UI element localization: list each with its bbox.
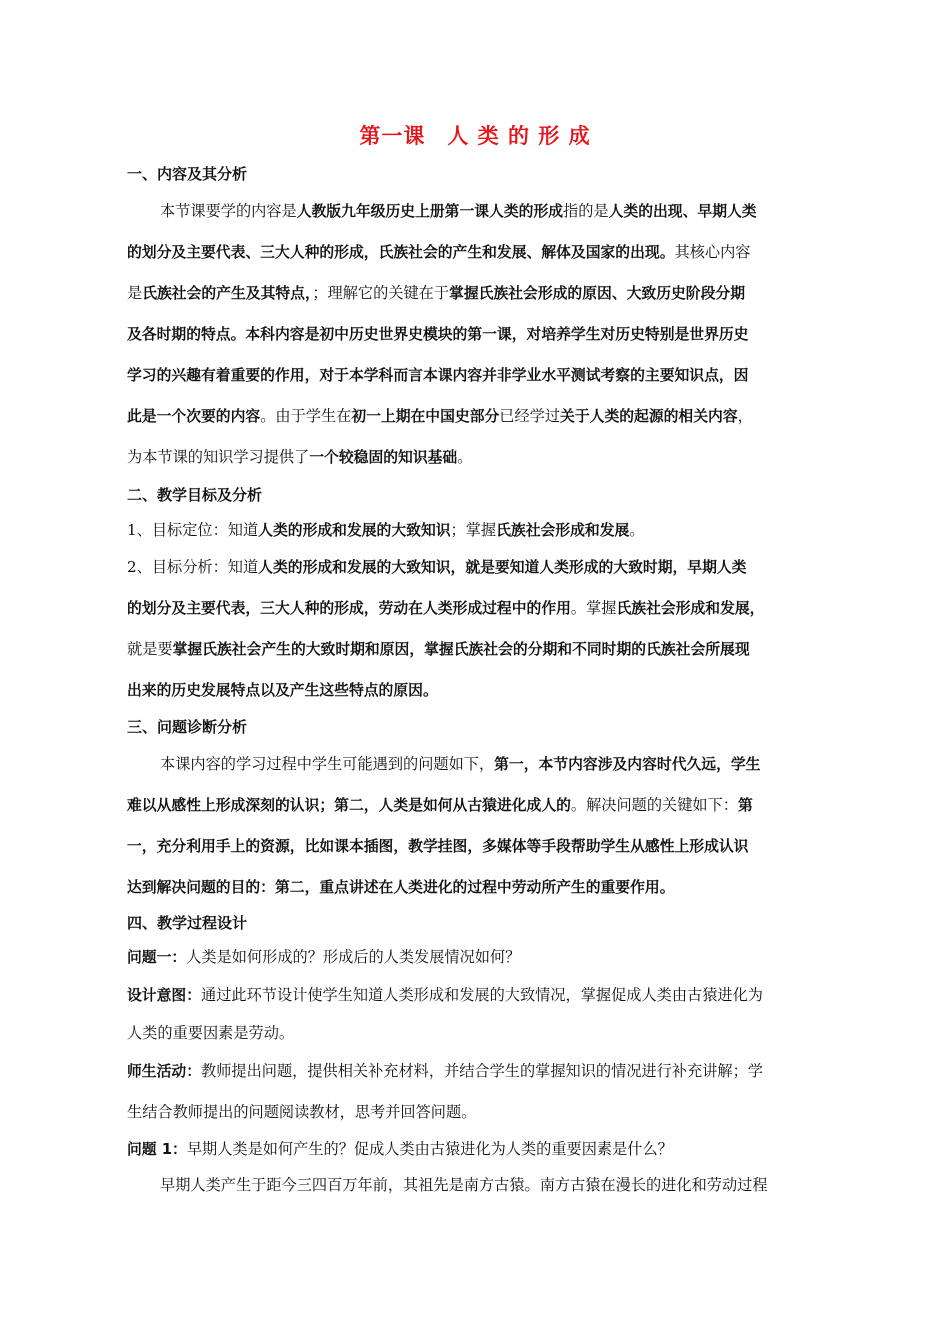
paragraph-line: 2、目标分析：知道人类的形成和发展的大致知识，就是要知道人类形成的大致时期，早期人类	[127, 558, 747, 576]
paragraph-line: 生结合教师提出的问题阅读教材，思考并回答问题。	[127, 1103, 477, 1121]
paragraph-line: 出来的历史发展特点以及产生这些特点的原因。	[127, 682, 438, 699]
paragraph-line: 师生活动：教师提出问题，提供相关补充材料，并结合学生的掌握知识的情况进行补充讲解；学	[127, 1062, 763, 1080]
paragraph-line: 难以从感性上形成深刻的认识；第二，人类是如何从古猿进化成人的。解决问题的关键如下：第	[127, 796, 753, 814]
paragraph-line: 为本节课的知识学习提供了一个较稳固的知识基础。	[127, 448, 473, 466]
section-heading-teaching-goals: 二、教学目标及分析	[127, 486, 263, 504]
paragraph-line: 及各时期的特点。本科内容是初中历史世界史模块的第一课，对培养学生对历史特别是世界历史	[127, 326, 749, 343]
paragraph-line: 早期人类产生于距今三四百万年前，其祖先是南方古猿。南方古猿在漫长的进化和劳动过程	[160, 1176, 768, 1194]
page-title: 第一课 人 类 的 形 成	[359, 124, 591, 148]
paragraph-line: 达到解决问题的目的：第二，重点讲述在人类进化的过程中劳动所产生的重要作用。	[127, 879, 675, 896]
paragraph-line: 设计意图：通过此环节设计使学生知道人类形成和发展的大致情况，掌握促成人类由古猿进化为	[127, 986, 763, 1004]
paragraph-line: 本节课要学的内容是人教版九年级历史上册第一课人类的形成指的是人类的出现、早期人类	[160, 202, 757, 220]
section-heading-process-design: 四、教学过程设计	[127, 914, 248, 932]
paragraph-line: 1、目标定位：知道人类的形成和发展的大致知识；掌握氏族社会形成和发展。	[127, 521, 645, 539]
paragraph-line: 一，充分利用手上的资源，比如课本插图，教学挂图，多媒体等手段帮助学生从感性上形成认识	[127, 838, 749, 855]
paragraph-line: 问题一：人类是如何形成的？形成后的人类发展情况如何？	[127, 948, 521, 966]
section-heading-content-analysis: 一、内容及其分析	[127, 165, 248, 183]
paragraph-line: 的划分及主要代表、三大人种的形成，氏族社会的产生和发展、解体及国家的出现。其核心内容	[127, 243, 751, 261]
paragraph-line: 人类的重要因素是劳动。	[127, 1024, 295, 1042]
paragraph-line: 此是一个次要的内容。由于学生在初一上期在中国史部分已经学过关于人类的起源的相关内容，	[127, 407, 753, 425]
section-heading-problem-diagnosis: 三、问题诊断分析	[127, 718, 248, 736]
paragraph-line: 就是要掌握氏族社会产生的大致时期和原因，掌握氏族社会的分期和不同时期的氏族社会所展现	[127, 640, 750, 658]
paragraph-line: 学习的兴趣有着重要的作用，对于本学科而言本课内容并非学业水平测试考察的主要知识点，因	[127, 367, 749, 384]
paragraph-line: 问题 1：早期人类是如何产生的？促成人类由古猿进化为人类的重要因素是什么？	[127, 1140, 673, 1158]
paragraph-line: 是氏族社会的产生及其特点，；理解它的关键在于掌握氏族社会形成的原因、大致历史阶段分期	[127, 284, 745, 302]
paragraph-line: 本课内容的学习过程中学生可能遇到的问题如下，第一，本节内容涉及内容时代久远，学生	[160, 755, 761, 773]
paragraph-line: 的划分及主要代表，三大人种的形成，劳动在人类形成过程中的作用。掌握氏族社会形成和发展，	[127, 599, 765, 617]
